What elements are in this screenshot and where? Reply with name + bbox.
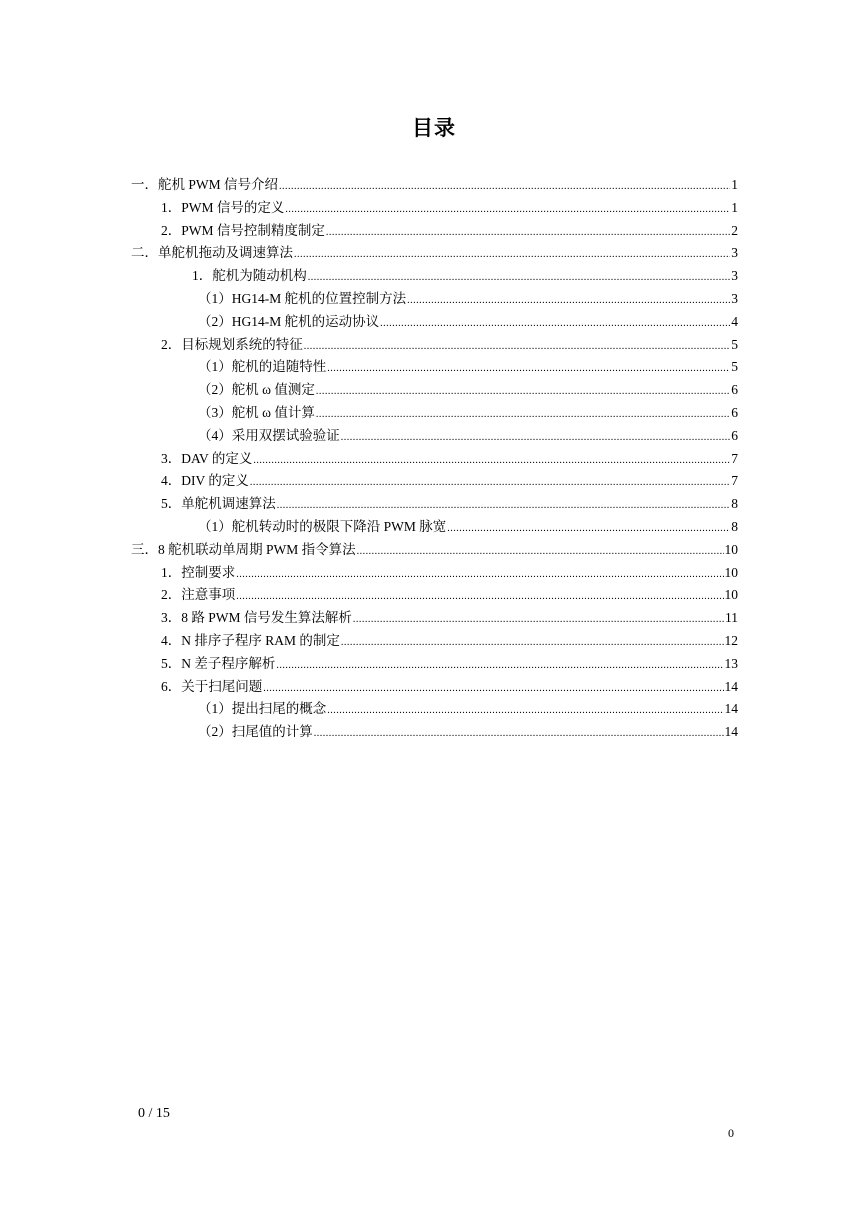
toc-entry-label: 1．舵机为随动机构	[192, 268, 307, 284]
dot-leader	[263, 678, 723, 701]
toc-entry-label: （1）HG14-M 舵机的位置控制方法	[198, 290, 407, 306]
dot-leader	[304, 336, 731, 359]
dot-leader	[236, 564, 723, 587]
toc-entry[interactable]	[131, 174, 738, 197]
toc-entry-page: 6	[731, 404, 738, 420]
toc-entry[interactable]	[131, 356, 738, 379]
toc-entry-label: 2．注意事项	[161, 587, 236, 603]
toc-entry-label: （2）HG14-M 舵机的运动协议	[198, 313, 380, 329]
dot-leader	[447, 518, 730, 541]
toc-entry-label: （1）舵机的追随特性	[198, 359, 327, 375]
toc-entry-label: （3）舵机 ω 值计算	[198, 404, 315, 420]
toc-entry[interactable]	[131, 721, 738, 744]
toc-entry[interactable]	[131, 653, 738, 676]
dot-leader	[250, 472, 730, 495]
toc-entry-page: 14	[724, 724, 738, 740]
toc-entry-label: 1．控制要求	[161, 564, 236, 580]
dot-leader	[357, 541, 724, 564]
toc-entry-page: 5	[731, 359, 738, 375]
toc-entry[interactable]	[131, 311, 738, 334]
toc-entry-label: 3．DAV 的定义	[161, 450, 253, 466]
toc-entry-page: 14	[724, 678, 738, 694]
toc-entry[interactable]	[131, 402, 738, 425]
dot-leader	[253, 450, 730, 473]
dot-leader	[279, 176, 730, 199]
toc-entry[interactable]	[131, 425, 738, 448]
dot-leader	[353, 609, 724, 632]
toc-entry-label: 2．PWM 信号控制精度制定	[161, 222, 325, 238]
toc-entry-page: 4	[731, 313, 738, 329]
toc-entry[interactable]	[131, 448, 738, 471]
toc-entry-label: 5．单舵机调速算法	[161, 496, 276, 512]
toc-entry-label: （1）舵机转动时的极限下降沿 PWM 脉宽	[198, 518, 447, 534]
page-number: 0	[728, 1126, 734, 1140]
toc-entry-page: 6	[731, 427, 738, 443]
toc-entry-label: 2．目标规划系统的特征	[161, 336, 303, 352]
toc-entry[interactable]	[131, 630, 738, 653]
toc-entry[interactable]	[131, 584, 738, 607]
toc-entry-page: 5	[731, 336, 738, 352]
toc-entry[interactable]	[131, 607, 738, 630]
dot-leader	[308, 267, 731, 290]
toc-entry[interactable]	[131, 539, 738, 562]
toc-entry-label: （2）扫尾值的计算	[198, 724, 313, 740]
toc-entry-label: （1）提出扫尾的概念	[198, 701, 327, 717]
toc-entry-page: 10	[724, 541, 738, 557]
toc-entry[interactable]	[131, 197, 738, 220]
toc-entry-page: 8	[731, 518, 738, 534]
toc-entry[interactable]	[131, 334, 738, 357]
toc-entry[interactable]	[131, 220, 738, 243]
toc-entry[interactable]	[131, 470, 738, 493]
toc-entry-label: 三．8 舵机联动单周期 PWM 指令算法	[131, 541, 356, 557]
toc-entry[interactable]	[131, 698, 738, 721]
toc-entry-page: 13	[724, 655, 738, 671]
dot-leader	[316, 404, 730, 427]
dot-leader	[294, 244, 730, 267]
toc-entry-label: （4）采用双摆试验验证	[198, 427, 340, 443]
dot-leader	[316, 381, 730, 404]
toc-entry-label: 1．PWM 信号的定义	[161, 199, 285, 215]
toc-entry-label: （2）舵机 ω 值测定	[198, 382, 315, 398]
dot-leader	[276, 655, 723, 678]
dot-leader	[236, 586, 723, 609]
page-title: 目录	[412, 116, 456, 140]
toc-entry-page: 12	[724, 632, 738, 648]
toc-entry[interactable]	[131, 265, 738, 288]
toc-entry-page: 6	[731, 382, 738, 398]
toc-entry-label: 6．关于扫尾问题	[161, 678, 263, 694]
toc-entry[interactable]	[131, 379, 738, 402]
toc-entry-page: 3	[731, 268, 738, 284]
dot-leader	[314, 723, 724, 746]
toc-entry[interactable]	[131, 493, 738, 516]
dot-leader	[326, 222, 730, 245]
dot-leader	[277, 495, 731, 518]
toc-entry[interactable]	[131, 676, 738, 699]
toc-entry-label: 4．N 排序子程序 RAM 的制定	[161, 632, 340, 648]
toc-entry-label: 一．舵机 PWM 信号介绍	[131, 177, 279, 192]
toc-entry-page: 10	[724, 564, 738, 580]
toc-entry[interactable]	[131, 242, 738, 265]
dot-leader	[407, 290, 730, 313]
toc-entry-label: 4．DIV 的定义	[161, 473, 249, 489]
toc-entry-page: 3	[731, 245, 738, 261]
toc-entry[interactable]	[131, 562, 738, 585]
toc-entry-label: 3．8 路 PWM 信号发生算法解析	[161, 610, 352, 626]
dot-leader	[341, 427, 731, 450]
table-of-contents	[131, 174, 738, 744]
dot-leader	[380, 313, 730, 336]
dot-leader	[327, 358, 730, 381]
toc-entry-page: 1	[731, 199, 738, 215]
toc-entry-page: 3	[731, 290, 738, 306]
dot-leader	[285, 199, 730, 222]
toc-entry-page: 14	[724, 701, 738, 717]
toc-entry-page: 10	[724, 587, 738, 603]
toc-entry-page: 7	[731, 473, 738, 489]
toc-entry[interactable]	[131, 516, 738, 539]
toc-entry-page: 8	[731, 496, 738, 512]
toc-entry-label: 5．N 差子程序解析	[161, 655, 276, 671]
dot-leader	[327, 700, 723, 723]
toc-entry-page: 7	[731, 450, 738, 466]
page-counter: 0 / 15	[138, 1106, 170, 1121]
toc-entry[interactable]	[131, 288, 738, 311]
toc-entry-page: 1	[731, 177, 738, 192]
toc-entry-page: 2	[731, 222, 738, 238]
toc-entry-page: 11	[725, 610, 738, 626]
dot-leader	[341, 632, 724, 655]
toc-entry-label: 二．单舵机拖动及调速算法	[131, 245, 293, 261]
